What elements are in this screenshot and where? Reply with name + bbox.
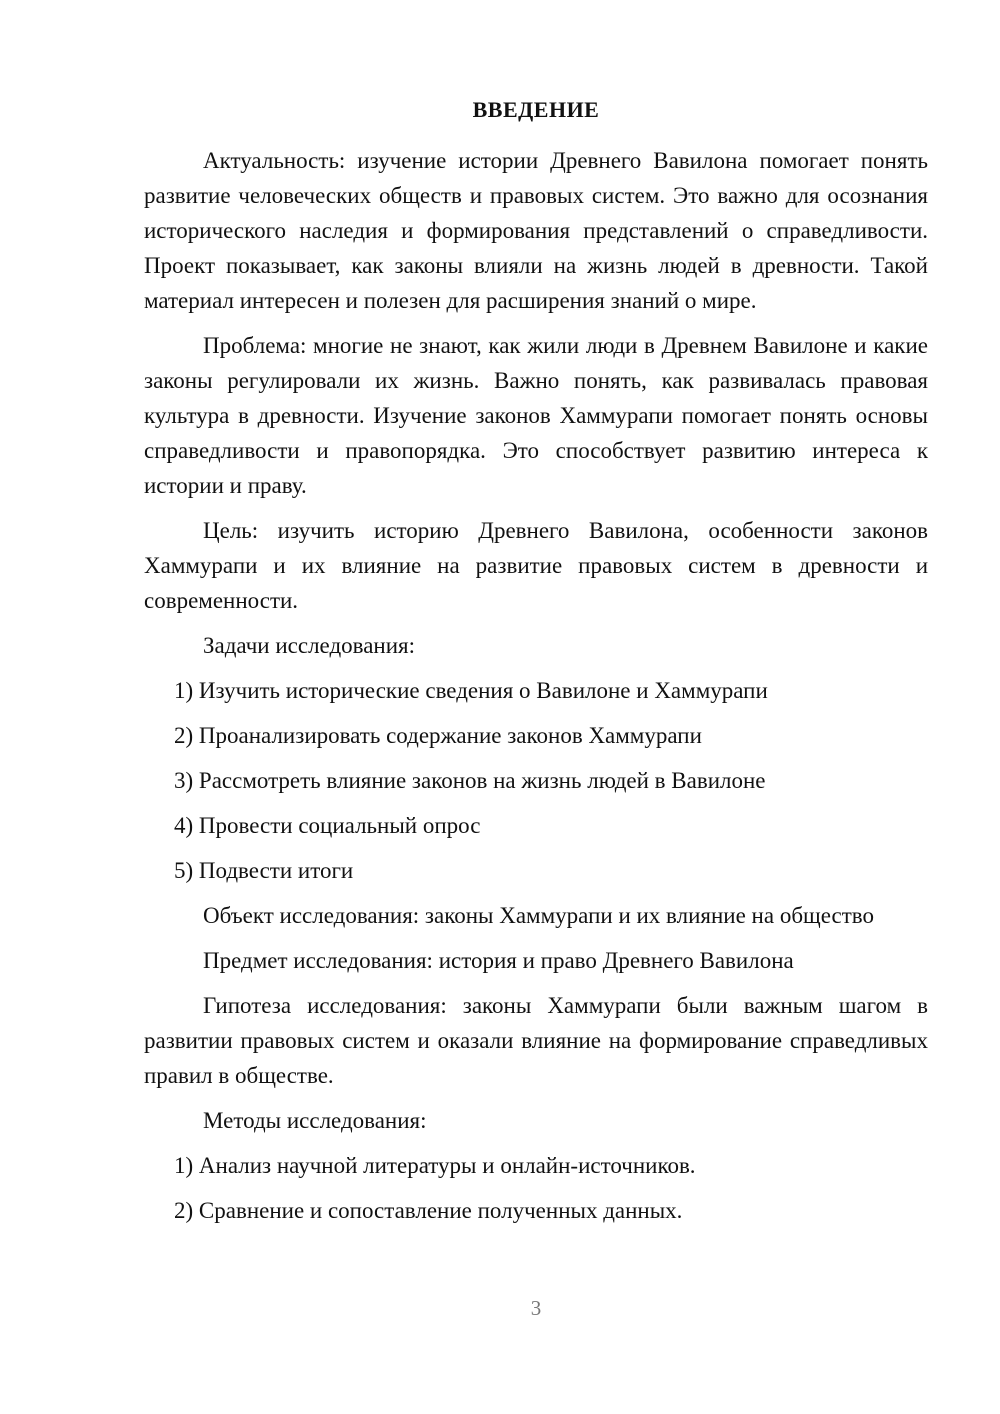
problem-paragraph: Проблема: многие не знают, как жили люди в Древнем Вавилоне и какие законы регулировали их жизнь. Важно понять, как развивалась правовая культура в древности. Изучение законов Хаммурапи помогает понять основы справедливости и правопорядка. Это способствует развитию интереса к истории и праву. bbox=[144, 333, 928, 498]
list-item: 2) Сравнение и сопоставление полученных данных. bbox=[174, 1198, 683, 1223]
tasks-heading: Задачи исследования: bbox=[203, 633, 416, 658]
document-page bbox=[144, 95, 928, 1238]
subject-paragraph: Предмет исследования: история и право Древнего Вавилона bbox=[203, 948, 794, 973]
list-item: 3) Рассмотреть влияние законов на жизнь людей в Вавилоне bbox=[174, 768, 766, 793]
relevance-paragraph: Актуальность: изучение истории Древнего Вавилона помогает понять развитие человеческих обществ и правовых систем. Это важно для осознания исторического наследия и формирования представлений о справедливости. Проект показывает, как законы влияли на жизнь людей в древности. Такой материал интересен и полезен для расширения знаний о мире. bbox=[144, 148, 928, 313]
list-item: 4) Провести социальный опрос bbox=[174, 813, 481, 838]
tasks-list bbox=[144, 673, 928, 888]
methods-list bbox=[144, 1148, 928, 1228]
hypothesis-paragraph: Гипотеза исследования: законы Хаммурапи были важным шагом в развитии правовых систем и оказали влияние на формирование справедливых правил в обществе. bbox=[144, 993, 928, 1088]
list-item: 1) Изучить исторические сведения о Вавилоне и Хаммурапи bbox=[174, 678, 768, 703]
list-item: 2) Проанализировать содержание законов Хаммурапи bbox=[174, 723, 702, 748]
page-number: 3 bbox=[530, 1296, 542, 1320]
section-title: ВВЕДЕНИЕ bbox=[472, 97, 600, 122]
list-item: 5) Подвести итоги bbox=[174, 858, 354, 883]
goal-paragraph: Цель: изучить историю Древнего Вавилона, особенности законов Хаммурапи и их влияние на развитие правовых систем в древности и современности. bbox=[144, 518, 928, 613]
object-paragraph: Объект исследования: законы Хаммурапи и их влияние на общество bbox=[203, 903, 874, 928]
list-item: 1) Анализ научной литературы и онлайн-источников. bbox=[174, 1153, 696, 1178]
methods-heading: Методы исследования: bbox=[203, 1108, 427, 1133]
